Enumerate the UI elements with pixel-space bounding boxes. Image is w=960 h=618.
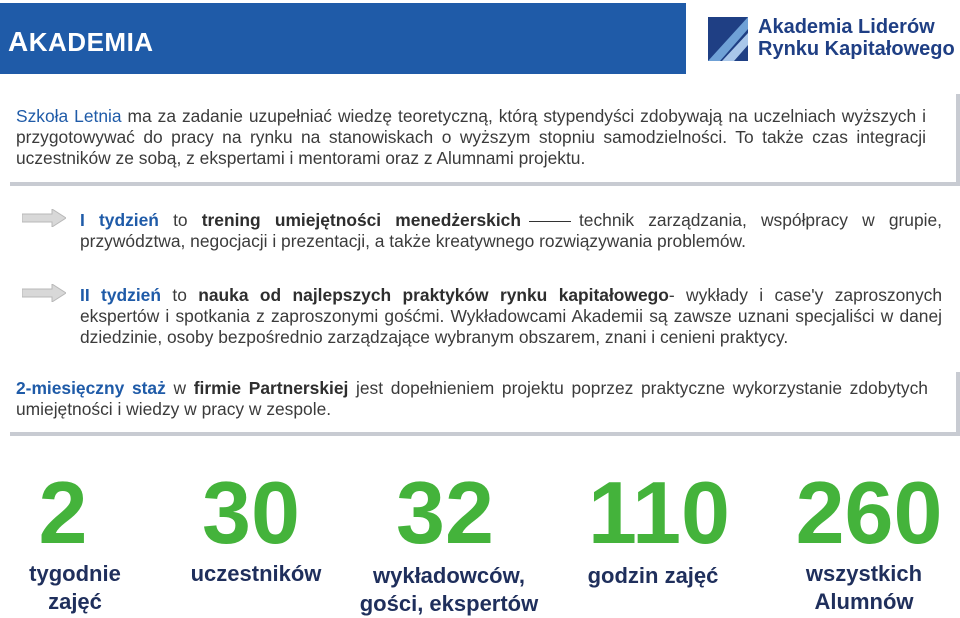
week1-to: to — [158, 210, 202, 230]
internship-firm: firmie — [193, 378, 242, 398]
stat-label-participants — [176, 560, 336, 588]
internship-w: w — [165, 378, 194, 398]
stat-label-lecturers-line1: wykładowców, — [372, 563, 525, 588]
week1-paragraph — [80, 210, 942, 252]
logo-line-2: Rynku Kapitałowego — [758, 38, 955, 60]
stat-number-lecturers: 32 — [396, 463, 494, 562]
page-title-rest: KADEMIA — [28, 27, 154, 57]
stat-number-hours: 110 — [588, 463, 730, 562]
week2-paragraph — [80, 285, 942, 348]
akademia-logo — [708, 14, 955, 66]
stat-label-weeks-line2: zajęć — [48, 589, 102, 614]
stat-label-hours-line1: godzin zajęć — [587, 563, 719, 588]
page-title — [8, 26, 154, 58]
stat-label-alumni-line1: wszystkich — [805, 561, 923, 586]
stat-label-weeks — [10, 560, 140, 616]
em-dash — [529, 221, 571, 222]
week2-topic: nauka od najlepszych praktyków rynku kapitałowego — [198, 285, 669, 305]
week2-to: to — [160, 285, 199, 305]
internship-paragraph — [16, 378, 928, 420]
logo-mark-icon — [708, 15, 752, 63]
stat-label-lecturers-line2: gości, ekspertów — [359, 591, 539, 616]
stat-label-alumni — [784, 560, 944, 616]
stat-label-weeks-line1: tygodnie — [29, 561, 121, 586]
stat-label-participants-line1: uczestników — [190, 561, 322, 586]
stat-number-participants: 30 — [202, 463, 300, 562]
week2-text: - wykłady i case'y zaproszonych ekspertów i spotkania z zaproszonymi gośćmi. Wykładowcami Akademii są zawsze uznani specjaliści w danej dziedzinie, osoby bezpośrednio zarządzające wybranym obszarem, znani i cenieni praktycy. — [80, 285, 943, 347]
internship-highlight: 2-miesięczny staż — [16, 378, 166, 398]
page-title-initial: A — [8, 26, 29, 57]
stat-number-alumni: 260 — [795, 463, 943, 562]
week1-label: I tydzień — [80, 210, 159, 230]
week1-topic: trening umiejętności menedżerskich — [201, 210, 521, 230]
arrow-right-icon — [22, 209, 66, 227]
internship-partner: Partnerskiej — [248, 378, 349, 398]
stat-label-alumni-line2: Alumnów — [814, 589, 914, 614]
week2-label: II tydzień — [80, 285, 161, 305]
arrow-right-icon — [22, 284, 66, 302]
intro-text: ma za zadanie uzupełniać wiedzę teoretyczną, którą stypendyści zdobywają na uczelniach wyższych i przygotowywać do pracy na rynku na stanowiskach o wyższym stopniu samodzielności. To także czas integracji uczestników ze sobą, z ekspertami i mentorami oraz z Alumnami projektu. — [16, 106, 926, 168]
stat-label-hours — [570, 562, 736, 590]
intro-paragraph — [16, 106, 926, 169]
week1-text: technik zarządzania, współpracy w grupie, przywództwa, negocjacji i prezentacji, a także kreatywnego rozwiązywania problemów. — [80, 210, 943, 251]
intro-highlight: Szkoła Letnia — [16, 106, 122, 126]
internship-text: jest dopełnieniem projektu poprzez praktyczne wykorzystanie zdobytych umiejętności i wiedzy w pracy w zespole. — [16, 378, 928, 419]
logo-line-1: Akademia Liderów — [758, 16, 935, 38]
header-bar — [0, 3, 686, 74]
stat-number-weeks: 2 — [38, 463, 88, 562]
stat-label-lecturers — [340, 562, 558, 618]
